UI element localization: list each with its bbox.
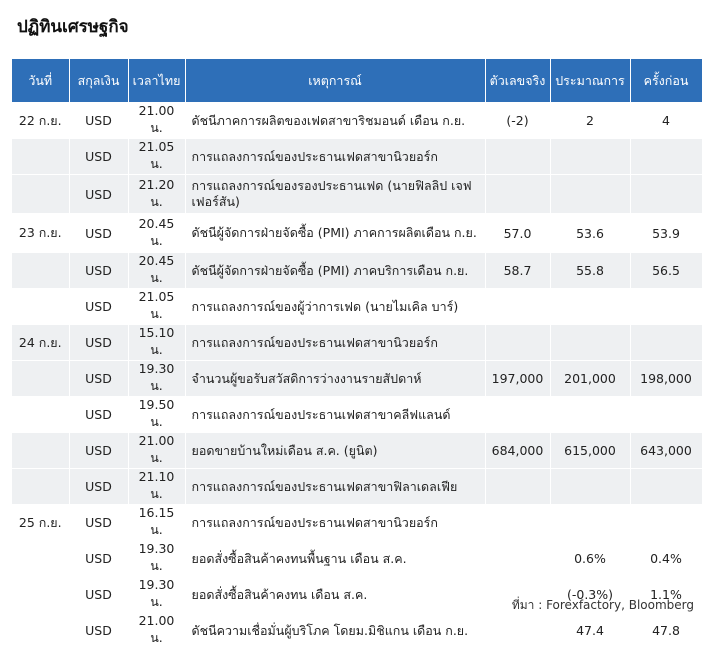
currency-cell: USD <box>69 139 128 175</box>
forecast-cell <box>550 397 630 433</box>
currency-cell: USD <box>69 214 128 253</box>
date-cell: 23 ก.ย. <box>12 214 69 253</box>
table-row <box>12 139 702 175</box>
previous-cell: 0.4% <box>630 541 702 577</box>
time-cell: 20.45 น. <box>128 253 185 289</box>
table-header-row <box>12 59 702 103</box>
previous-cell <box>630 325 702 361</box>
forecast-cell <box>550 505 630 541</box>
actual-cell <box>485 541 550 577</box>
currency-cell: USD <box>69 253 128 289</box>
event-cell: ดัชนีความเชื่อมั่นผู้บริโภค โดยม.มิชิแกน เดือน ก.ย. <box>185 613 485 649</box>
actual-cell: 58.7 <box>485 253 550 289</box>
header-previous: ครั้งก่อน <box>630 59 702 103</box>
date-cell: 22 ก.ย. <box>12 103 69 139</box>
date-cell <box>12 139 69 175</box>
header-time: เวลาไทย <box>128 59 185 103</box>
source-note: ที่มา : Forexfactory, Bloomberg <box>511 598 694 612</box>
forecast-cell: 55.8 <box>550 253 630 289</box>
forecast-cell <box>550 325 630 361</box>
header-date: วันที่ <box>12 59 69 103</box>
previous-cell <box>630 139 702 175</box>
header-forecast: ประมาณการ <box>550 59 630 103</box>
previous-cell: 53.9 <box>630 214 702 253</box>
previous-cell <box>630 505 702 541</box>
previous-cell <box>630 397 702 433</box>
table-row <box>12 325 702 361</box>
event-cell: การแถลงการณ์ของรองประธานเฟด (นายฟิลลิป เจฟเฟอร์สัน) <box>185 175 485 214</box>
header-currency: สกุลเงิน <box>69 59 128 103</box>
header-actual: ตัวเลขจริง <box>485 59 550 103</box>
time-cell: 21.05 น. <box>128 289 185 325</box>
currency-cell: USD <box>69 613 128 649</box>
actual-cell: 197,000 <box>485 361 550 397</box>
currency-cell: USD <box>69 103 128 139</box>
event-cell: ดัชนีผู้จัดการฝ่ายจัดซื้อ (PMI) ภาคการผลิตเดือน ก.ย. <box>185 214 485 253</box>
table-row <box>12 433 702 469</box>
date-cell: 25 ก.ย. <box>12 505 69 541</box>
date-cell <box>12 577 69 613</box>
previous-cell: 56.5 <box>630 253 702 289</box>
time-cell: 21.05 น. <box>128 139 185 175</box>
previous-cell <box>630 469 702 505</box>
table-row <box>12 397 702 433</box>
actual-cell <box>485 139 550 175</box>
table-row <box>12 505 702 541</box>
forecast-cell: 201,000 <box>550 361 630 397</box>
date-cell: 24 ก.ย. <box>12 325 69 361</box>
event-cell: การแถลงการณ์ของผู้ว่าการเฟด (นายไมเคิล บาร์) <box>185 289 485 325</box>
time-cell: 16.15 น. <box>128 505 185 541</box>
forecast-cell <box>550 289 630 325</box>
date-cell <box>12 469 69 505</box>
actual-cell <box>485 175 550 214</box>
event-cell: ยอดสั่งซื้อสินค้าคงทนพื้นฐาน เดือน ส.ค. <box>185 541 485 577</box>
actual-cell <box>485 505 550 541</box>
time-cell: 15.10 น. <box>128 325 185 361</box>
table-row <box>12 214 702 253</box>
currency-cell: USD <box>69 361 128 397</box>
event-cell: จำนวนผู้ขอรับสวัสดิการว่างงานรายสัปดาห์ <box>185 361 485 397</box>
previous-cell: 1.1% <box>630 577 702 613</box>
forecast-cell <box>550 139 630 175</box>
currency-cell: USD <box>69 433 128 469</box>
forecast-cell: 0.6% <box>550 541 630 577</box>
economic-calendar-table <box>12 59 703 649</box>
currency-cell: USD <box>69 505 128 541</box>
table-row <box>12 469 702 505</box>
forecast-cell: 53.6 <box>550 214 630 253</box>
currency-cell: USD <box>69 397 128 433</box>
header-event: เหตุการณ์ <box>185 59 485 103</box>
event-cell: การแถลงการณ์ของประธานเฟดสาขานิวยอร์ก <box>185 325 485 361</box>
actual-cell <box>485 325 550 361</box>
date-cell <box>12 175 69 214</box>
event-cell: การแถลงการณ์ของประธานเฟดสาขาฟิลาเดลเฟีย <box>185 469 485 505</box>
time-cell: 21.00 น. <box>128 103 185 139</box>
previous-cell: 643,000 <box>630 433 702 469</box>
currency-cell: USD <box>69 325 128 361</box>
time-cell: 21.20 น. <box>128 175 185 214</box>
actual-cell: 684,000 <box>485 433 550 469</box>
table-row <box>12 103 702 139</box>
actual-cell: 57.0 <box>485 214 550 253</box>
time-cell: 21.00 น. <box>128 613 185 649</box>
time-cell: 20.45 น. <box>128 214 185 253</box>
event-cell: ดัชนีภาคการผลิตของเฟดสาขาริชมอนด์ เดือน ก.ย. <box>185 103 485 139</box>
time-cell: 19.30 น. <box>128 577 185 613</box>
actual-cell: (-2) <box>485 103 550 139</box>
previous-cell: 198,000 <box>630 361 702 397</box>
forecast-cell: 2 <box>550 103 630 139</box>
actual-cell <box>485 289 550 325</box>
time-cell: 21.00 น. <box>128 433 185 469</box>
table-row <box>12 175 702 214</box>
time-cell: 21.10 น. <box>128 469 185 505</box>
page-title: ปฏิทินเศรษฐกิจ <box>17 17 129 37</box>
previous-cell <box>630 289 702 325</box>
previous-cell: 47.8 <box>630 613 702 649</box>
event-cell: การแถลงการณ์ของประธานเฟดสาขาคลีฟแลนด์ <box>185 397 485 433</box>
actual-cell <box>485 397 550 433</box>
event-cell: ดัชนีผู้จัดการฝ่ายจัดซื้อ (PMI) ภาคบริการเดือน ก.ย. <box>185 253 485 289</box>
time-cell: 19.50 น. <box>128 397 185 433</box>
forecast-cell: 615,000 <box>550 433 630 469</box>
currency-cell: USD <box>69 175 128 214</box>
event-cell: การแถลงการณ์ของประธานเฟดสาขานิวยอร์ก <box>185 505 485 541</box>
currency-cell: USD <box>69 541 128 577</box>
currency-cell: USD <box>69 577 128 613</box>
previous-cell: 4 <box>630 103 702 139</box>
event-cell: ยอดขายบ้านใหม่เดือน ส.ค. (ยูนิต) <box>185 433 485 469</box>
forecast-cell: (-0.3%) <box>550 577 630 613</box>
date-cell <box>12 361 69 397</box>
actual-cell <box>485 469 550 505</box>
time-cell: 19.30 น. <box>128 541 185 577</box>
currency-cell: USD <box>69 289 128 325</box>
forecast-cell <box>550 469 630 505</box>
table-row <box>12 361 702 397</box>
table-row <box>12 289 702 325</box>
currency-cell: USD <box>69 469 128 505</box>
time-cell: 19.30 น. <box>128 361 185 397</box>
forecast-cell: 47.4 <box>550 613 630 649</box>
table-row <box>12 541 702 577</box>
date-cell <box>12 433 69 469</box>
date-cell <box>12 253 69 289</box>
event-cell: ยอดสั่งซื้อสินค้าคงทน เดือน ส.ค. <box>185 577 485 613</box>
forecast-cell <box>550 175 630 214</box>
table-row <box>12 253 702 289</box>
date-cell <box>12 289 69 325</box>
previous-cell <box>630 175 702 214</box>
date-cell <box>12 397 69 433</box>
date-cell <box>12 541 69 577</box>
event-cell: การแถลงการณ์ของประธานเฟดสาขานิวยอร์ก <box>185 139 485 175</box>
